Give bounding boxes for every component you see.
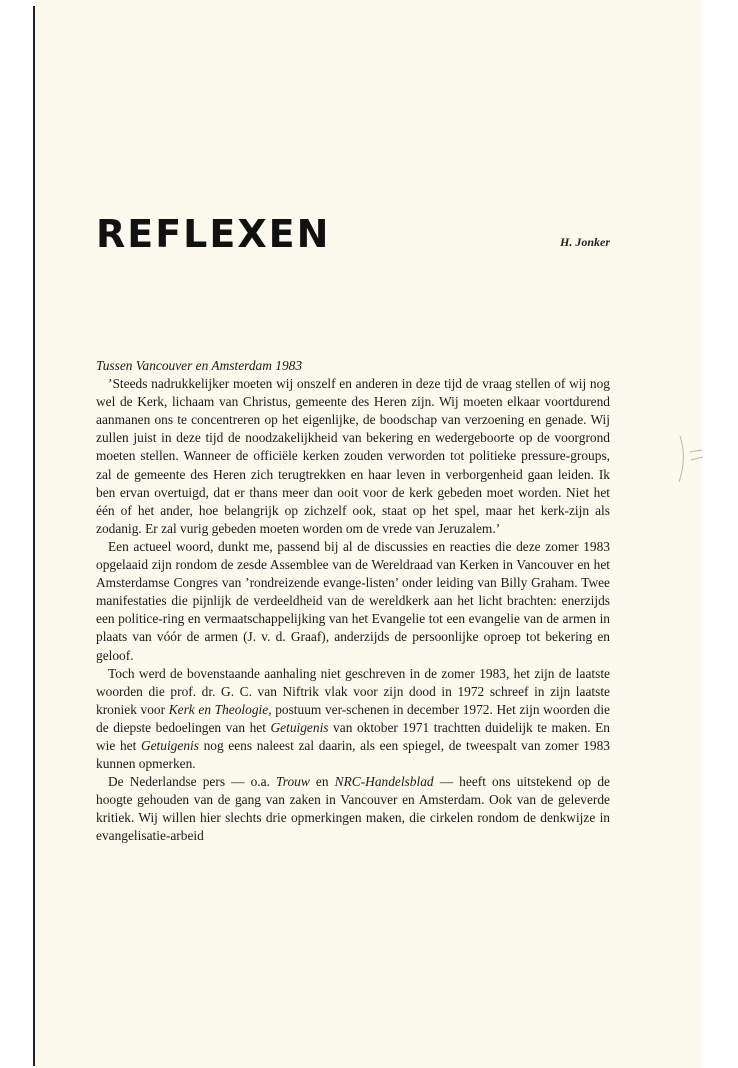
paragraph-text: en xyxy=(309,774,335,790)
paragraph-text: ’Steeds nadrukkelijker moeten wij onszelf en anderen in deze tijd de vraag stellen of wij nog wel de Kerk, lichaam van Christus, gemeente des Heren zijn. Wij moeten elkaar voortdurend aanmanen ons te concentreren op het eigenlijke, de boodschap van verzoening en genade. Wij zullen juist in deze tijd de noodzakelijkheid van bekering en wedergeboorte op de voorgrond moeten stellen. Wanneer de officiële kerken zouden verworden tot politieke pressure-groups, zal de gemeente des Heren zich terugtrekken en haar leven in verborgenheid gaan leiden. Ik ben ervan overtuigd, dat er thans meer dan ooit voor de kerk gebeden moet worden. Niet het één of het ander, hoe belangrijk op zichzelf ook, staat op het spel, maar het kerk-zijn als zodanig. Er zal vurig gebeden moeten worden om de vrede van Jeruzalem.’ xyxy=(96,376,610,536)
paragraph-text: nog eens naleest zal daarin, als een spiegel, de tweespalt van zomer 1983 kunnen opmerken. xyxy=(96,737,610,772)
emphasis-title: Getuigenis xyxy=(140,737,199,753)
paragraph-text: De Nederlandse pers — o.a. xyxy=(108,774,277,790)
paragraph-text: Toch werd de bovenstaande aanhaling niet geschreven in de zomer 1983, het zijn de laatste woorden die prof. dr. G. C. van Niftrik vlak voor zijn dood in 1972 schreef in zijn laatste kroniek voor xyxy=(96,665,610,717)
paragraph-quote xyxy=(96,375,610,538)
emphasis-title: NRC-Handelsblad xyxy=(334,774,434,790)
paragraph-text: — heeft ons uitstekend op de hoogte gehouden van de gang van zaken in Vancouver en Amsterdam. Ook van de geleverde kritiek. Wij willen hier slechts drie opmerkingen maken, die cirkelen rondom de denkwijze in evangelisatie-arbeid xyxy=(96,774,610,844)
paragraph-text: Een actueel woord, dunkt me, passend bij al de discussies en reacties die deze zomer 1983 opgelaaid zijn rondom de zesde Assemblee van de Wereldraad van Kerken in Vancouver en het Amsterdamse Congres van ’rondreizende evange-listen’ onder leiding van Billy Graham. Twee manifestaties die pijnlijk de verdeeldheid van de wereldkerk aan het licht brachten: enerzijds een politice-ring en vermaatschappelijking van het Evangelie tot een evangelie van de armen in plaats van vóór de armen (J. v. d. Graaf), anderzijds de persoonlijke oproep tot bekering en geloof. xyxy=(96,538,610,663)
section-heading: Tussen Vancouver en Amsterdam 1983 xyxy=(96,358,303,373)
author-name: H. Jonker xyxy=(559,235,610,249)
margin-pencil-mark xyxy=(676,430,706,490)
left-border-line xyxy=(33,6,35,1066)
emphasis-title: Trouw xyxy=(276,774,310,790)
paragraph-text: postuum ver-schenen in december 1972. Het zijn woorden die de diepste bedoelingen van het xyxy=(96,701,610,735)
emphasis-title: Kerk en Theologie, xyxy=(168,701,272,717)
paragraph-press xyxy=(96,773,610,845)
paragraph-text: van oktober 1971 trachtten duidelijk te maken. En wie het xyxy=(96,719,610,753)
article-title: REFLEXEN xyxy=(96,212,331,256)
article-body xyxy=(96,357,610,846)
emphasis-title: Getuigenis xyxy=(270,719,329,735)
paragraph-context xyxy=(96,538,610,665)
paragraph-source xyxy=(96,665,610,774)
